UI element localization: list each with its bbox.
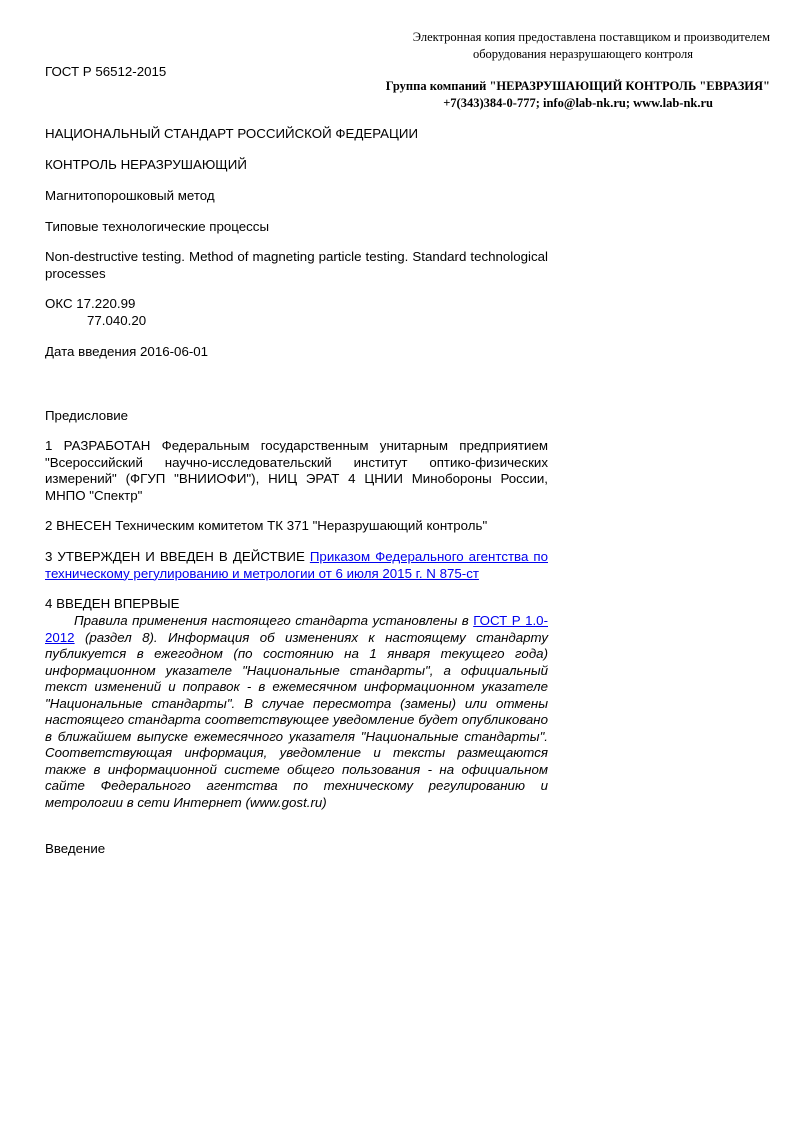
title-sub1: Магнитопорошковый метод bbox=[45, 188, 215, 203]
preface-item-2: 2 ВНЕСЕН Техническим комитетом ТК 371 "Неразрушающий контроль" bbox=[45, 518, 488, 533]
oks-code-2: 77.040.20 bbox=[87, 313, 147, 328]
oks-code-1: ОКС 17.220.99 bbox=[45, 296, 136, 311]
gost-1-0-2012-link[interactable]: ГОСТ Р 1.0-2012 bbox=[45, 613, 548, 645]
introduction-heading: Введение bbox=[45, 841, 106, 856]
title-sub2: Типовые технологические процессы bbox=[45, 219, 270, 234]
preface-item-4-text bbox=[45, 613, 548, 811]
supplier-notice-line1: Электронная копия предоставлена поставщиком и производителем bbox=[412, 30, 770, 44]
preface-heading: Предисловие bbox=[45, 408, 129, 423]
preface-item-3 bbox=[45, 549, 548, 582]
item-4-text-after: (раздел 8). Информация об изменениях к настоящему стандарту публикуется в ежегодном (по состоянию на 1 января текущего года) информационном указателе "Национальные стандарты", а официальный текст изменений и поправок - в ежемесячном информационном указателе "Национальные стандарты". В случае пересмотра (замены) или отмены настоящего стандарта соответствующее уведомление будет опубликовано в ближайшем выпуске ежемесячного указателя "Национальные стандарты". Соответствующая информация, уведомление и тексты размещаются также в информационной системе общего пользования - на официальном сайте Федерального агентства по техническому регулированию и метрологии в сети Интернет (www.gost.ru) bbox=[45, 629, 548, 810]
order-link[interactable]: Приказом Федерального агентства по техническому регулированию и метрологии от 6 июля 2015 г. N 875-ст bbox=[45, 549, 548, 581]
item-4-text-before: Правила применения настоящего стандарта установлены в bbox=[74, 613, 469, 628]
supplier-contacts: +7(343)384-0-777; info@lab-nk.ru; www.lab-nk.ru bbox=[443, 96, 713, 110]
national-standard-title: НАЦИОНАЛЬНЫЙ СТАНДАРТ РОССИЙСКОЙ ФЕДЕРАЦИИ bbox=[45, 126, 419, 141]
gost-number: ГОСТ Р 56512-2015 bbox=[45, 64, 167, 79]
preface-item-1: 1 РАЗРАБОТАН Федеральным государственным унитарным предприятием "Всероссийский научно-исследовательский институт оптико-физических измерений" (ФГУП "ВНИИОФИ"), НИЦ ЭРАТ 4 ЦНИИ Минобороны России, МНПО "Спектр" bbox=[45, 438, 548, 503]
title-english: Non-destructive testing. Method of magneting particle testing. Standard technological processes bbox=[45, 249, 548, 281]
supplier-header bbox=[376, 29, 770, 112]
preface-item-4-heading: 4 ВВЕДЕН ВПЕРВЫЕ bbox=[45, 596, 180, 611]
preface-item-3-prefix: 3 УТВЕРЖДЕН И ВВЕДЕН В ДЕЙСТВИЕ bbox=[45, 549, 305, 564]
introduction-date: Дата введения 2016-06-01 bbox=[45, 344, 209, 359]
supplier-company: Группа компаний "НЕРАЗРУШАЮЩИЙ КОНТРОЛЬ "ЕВРАЗИЯ" bbox=[385, 79, 770, 93]
title-main: КОНТРОЛЬ НЕРАЗРУШАЮЩИЙ bbox=[45, 157, 247, 172]
supplier-notice-line2: оборудования неразрушающего контроля bbox=[472, 47, 693, 61]
